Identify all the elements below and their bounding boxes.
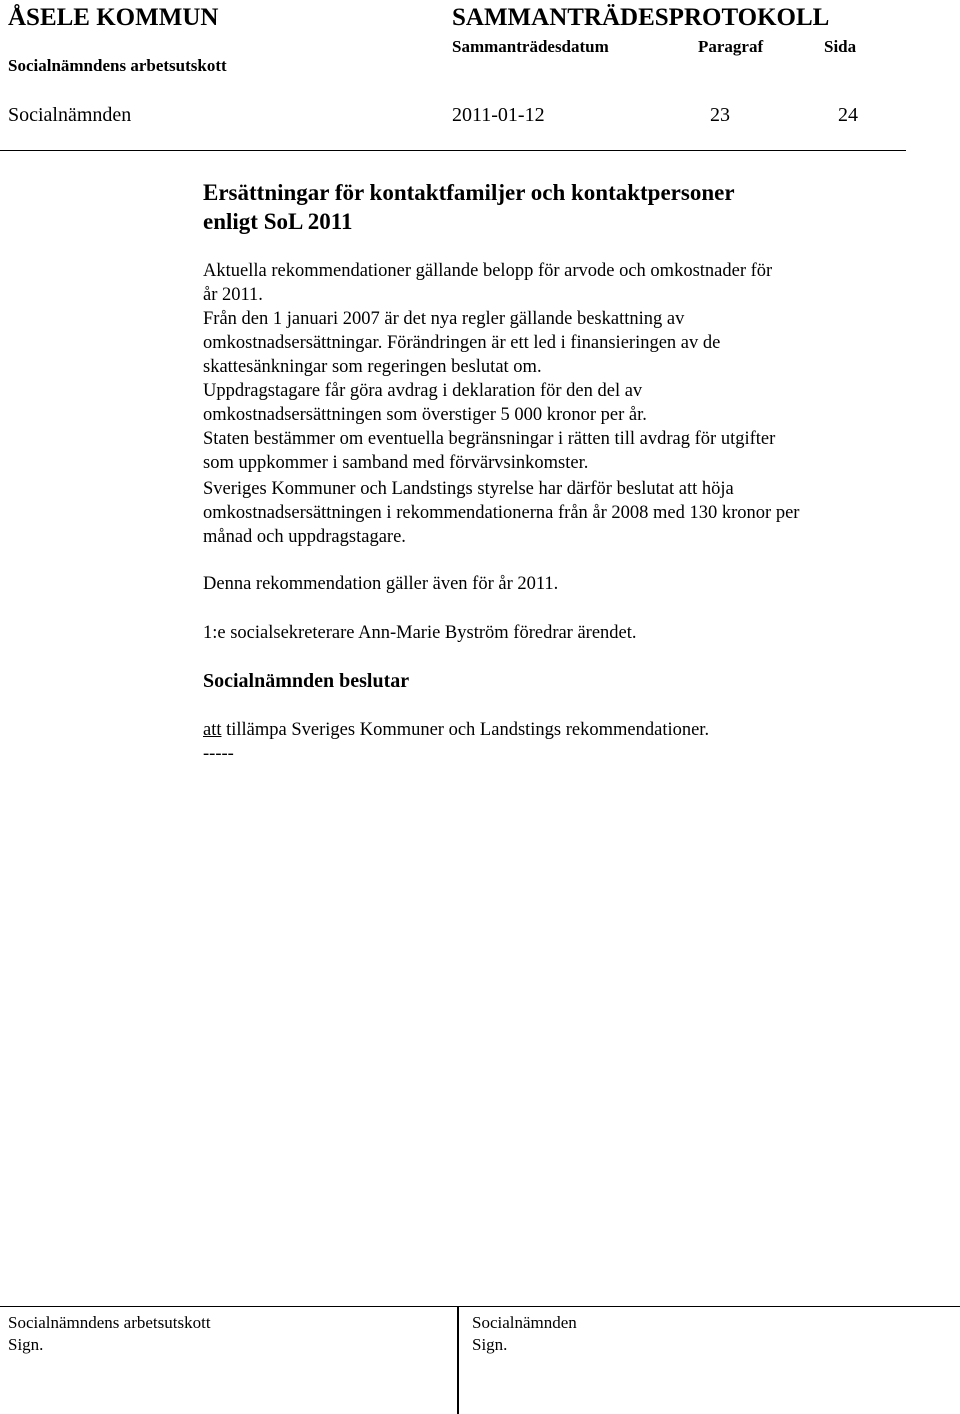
meeting-date: 2011-01-12 bbox=[452, 104, 545, 126]
end-mark: ----- bbox=[203, 744, 234, 764]
committee-name: Socialnämndens arbetsutskott bbox=[8, 56, 227, 75]
text-line: Uppdragstagare får göra avdrag i deklaration för den del av bbox=[203, 381, 643, 401]
text-line: Aktuella rekommendationer gällande belopp för arvode och omkostnader för bbox=[203, 261, 773, 281]
date-column-label: Sammanträdesdatum bbox=[452, 37, 609, 56]
text-line: som uppkommer i samband med förvärvsinkomster. bbox=[203, 453, 589, 473]
signature-label: Sign. bbox=[472, 1335, 508, 1354]
signature-label: Sign. bbox=[8, 1335, 44, 1354]
footer-column-divider bbox=[457, 1306, 459, 1414]
footer-label: Socialnämndens arbetsutskott bbox=[8, 1313, 211, 1332]
paragraph-number: 23 bbox=[710, 104, 730, 126]
decision-heading: Socialnämnden beslutar bbox=[203, 670, 410, 692]
presenter-note: 1:e socialsekreterare Ann-Marie Byström föredrar ärendet. bbox=[203, 623, 637, 643]
footer-signature-left bbox=[8, 1312, 211, 1356]
document-type: SAMMANTRÄDESPROTOKOLL bbox=[452, 4, 830, 31]
intro-paragraph bbox=[203, 379, 647, 427]
decision-att-keyword: att bbox=[203, 720, 222, 740]
text-line: omkostnadsersättningar. Förändringen är ett led i finansieringen av de bbox=[203, 333, 721, 353]
paragraph-column-label: Paragraf bbox=[698, 37, 764, 56]
recommendation-validity: Denna rekommendation gäller även för år 2011. bbox=[203, 574, 559, 594]
intro-paragraph bbox=[203, 477, 799, 549]
header-divider bbox=[0, 150, 906, 151]
text-line: omkostnadsersättningen som överstiger 5 000 kronor per år. bbox=[203, 405, 647, 425]
title-line: enligt SoL 2011 bbox=[203, 209, 353, 234]
page-column-label: Sida bbox=[824, 37, 857, 56]
title-line: Ersättningar för kontaktfamiljer och kontaktpersoner bbox=[203, 180, 735, 205]
text-line: omkostnadsersättningen i rekommendationerna från år 2008 med 130 kronor per bbox=[203, 503, 800, 523]
intro-paragraph bbox=[203, 307, 720, 379]
text-line: Staten bestämmer om eventuella begränsningar i rätten till avdrag för utgifter bbox=[203, 429, 776, 449]
intro-paragraph bbox=[203, 259, 772, 307]
footer-signature-right bbox=[472, 1312, 577, 1356]
organization-name: ÅSELE KOMMUN bbox=[8, 4, 219, 31]
text-line: skattesänkningar som regeringen beslutat om. bbox=[203, 357, 542, 377]
decision-text bbox=[203, 718, 709, 742]
text-line: år 2011. bbox=[203, 285, 263, 305]
footer-divider bbox=[0, 1306, 960, 1307]
page-title bbox=[203, 178, 735, 236]
text-line: Från den 1 januari 2007 är det nya regler gällande beskattning av bbox=[203, 309, 685, 329]
text-line: månad och uppdragstagare. bbox=[203, 527, 406, 547]
footer-label: Socialnämnden bbox=[472, 1313, 577, 1332]
page-number: 24 bbox=[838, 104, 858, 126]
decision-body: tillämpa Sveriges Kommuner och Landstings rekommendationer. bbox=[221, 720, 710, 740]
intro-paragraph bbox=[203, 427, 775, 475]
body-name: Socialnämnden bbox=[8, 104, 132, 126]
text-line: Sveriges Kommuner och Landstings styrelse har därför beslutat att höja bbox=[203, 479, 734, 499]
